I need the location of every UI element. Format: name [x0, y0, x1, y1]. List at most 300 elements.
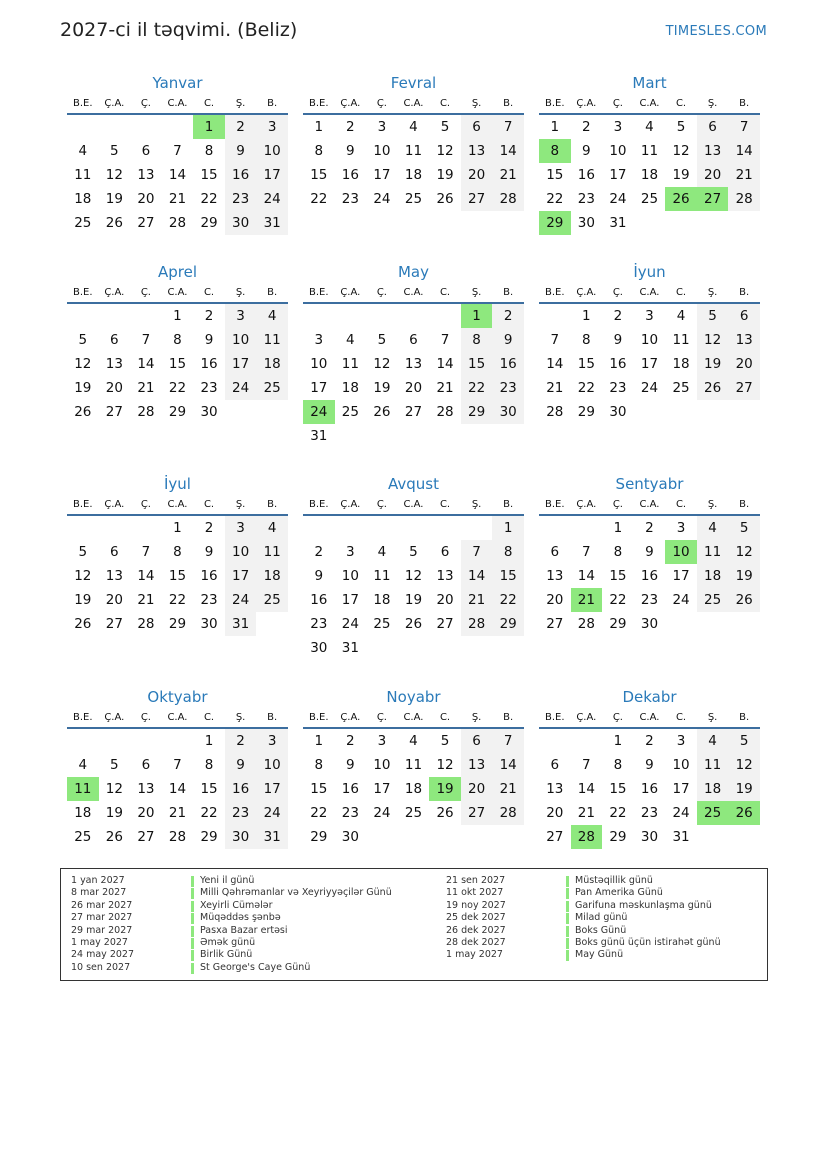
day-cell: 22 — [310, 805, 328, 821]
day-cell: 14 — [168, 167, 187, 183]
holiday-marker — [191, 913, 194, 924]
day-cell: 18 — [373, 592, 391, 608]
weekday-label: Ş. — [471, 499, 482, 510]
day-cell: 17 — [310, 380, 328, 396]
weekday-label: Ç. — [140, 712, 151, 723]
day-cell: 3 — [377, 733, 387, 749]
month-9 — [539, 473, 760, 636]
empty-cell — [539, 516, 571, 540]
day-cell: 15 — [168, 356, 187, 372]
day-cell: 25 — [74, 215, 92, 231]
day-cell: 25 — [640, 191, 659, 207]
weekday-label: Ş. — [707, 712, 718, 723]
day-cell: 30 — [200, 616, 218, 632]
day-cell: 10 — [256, 139, 288, 163]
day-cell: 1 — [613, 520, 623, 536]
legend-column-right — [446, 875, 721, 962]
holiday-marker — [566, 901, 569, 912]
day-cell: 15 — [461, 352, 493, 376]
empty-cell — [571, 729, 603, 753]
day-cell: 25 — [373, 616, 391, 632]
weekday-label: Ş. — [235, 712, 246, 723]
day-cell: 6 — [550, 544, 560, 560]
weekday-label: B.E. — [309, 98, 329, 109]
day-cell: 6 — [110, 332, 119, 348]
empty-cell — [99, 729, 131, 753]
day-cell: 18 — [256, 352, 288, 376]
month-4 — [67, 261, 288, 424]
weekday-label: Ç. — [140, 287, 151, 298]
weekday-label: Ç.A. — [576, 499, 597, 510]
holiday-day: 21 — [571, 588, 603, 612]
day-cell: 16 — [200, 356, 218, 372]
day-cell: 28 — [546, 404, 564, 420]
day-cell: 25 — [672, 380, 690, 396]
day-cell: 23 — [640, 592, 659, 608]
day-cell: 30 — [577, 215, 595, 231]
day-cell: 7 — [492, 729, 524, 753]
day-cell: 29 — [492, 612, 524, 636]
legend-holiday-name: Əmək günü — [200, 936, 256, 948]
day-cell: 23 — [200, 592, 218, 608]
day-cell: 9 — [204, 544, 214, 560]
day-cell: 12 — [74, 568, 92, 584]
day-cell: 27 — [105, 404, 123, 420]
day-cell: 13 — [137, 781, 155, 797]
day-cell: 5 — [78, 332, 88, 348]
day-cell: 30 — [640, 616, 659, 632]
day-cell: 30 — [225, 825, 257, 849]
legend-date: 26 mar 2027 — [71, 899, 133, 911]
day-cell: 28 — [492, 187, 524, 211]
day-cell: 15 — [310, 167, 328, 183]
legend-date: 28 dek 2027 — [446, 936, 506, 948]
day-cell: 22 — [609, 592, 627, 608]
day-cell: 24 — [225, 588, 257, 612]
day-grid — [67, 115, 288, 235]
weekday-label: B.E. — [545, 712, 565, 723]
day-cell: 2 — [613, 308, 623, 324]
day-cell: 10 — [672, 757, 690, 773]
day-cell: 28 — [168, 829, 187, 845]
legend-holiday-name: May Günü — [575, 949, 624, 961]
day-cell: 16 — [577, 167, 595, 183]
legend-item — [71, 912, 392, 924]
legend-date: 26 dek 2027 — [446, 924, 506, 936]
day-cell: 15 — [200, 167, 218, 183]
day-cell: 30 — [310, 640, 328, 656]
day-cell: 26 — [436, 805, 454, 821]
holiday-day: 24 — [303, 400, 335, 424]
day-cell: 2 — [346, 119, 355, 135]
weekday-label: Ş. — [471, 712, 482, 723]
day-cell: 18 — [74, 805, 92, 821]
day-cell: 19 — [728, 777, 760, 801]
day-cell: 5 — [409, 544, 418, 560]
day-cell: 18 — [74, 191, 92, 207]
day-cell: 5 — [728, 516, 760, 540]
day-cell: 9 — [645, 544, 654, 560]
weekday-label: Ç. — [376, 712, 387, 723]
day-cell: 6 — [461, 729, 493, 753]
empty-cell — [366, 304, 398, 328]
day-cell: 20 — [461, 163, 493, 187]
weekday-label: Ç. — [376, 499, 387, 510]
day-cell: 22 — [577, 380, 595, 396]
day-cell: 23 — [310, 616, 328, 632]
day-cell: 19 — [105, 805, 123, 821]
day-cell: 21 — [436, 380, 454, 396]
holiday-marker — [566, 888, 569, 899]
day-cell: 19 — [436, 167, 454, 183]
day-cell: 11 — [74, 167, 92, 183]
legend-date: 11 okt 2027 — [446, 887, 504, 899]
weekday-label: B.E. — [545, 98, 565, 109]
day-cell: 8 — [461, 328, 493, 352]
day-cell: 27 — [461, 801, 493, 825]
weekday-label: Ç.A. — [340, 499, 361, 510]
day-cell: 5 — [377, 332, 387, 348]
month-name: Noyabr — [386, 688, 441, 706]
day-cell: 10 — [341, 568, 359, 584]
day-cell: 25 — [74, 829, 92, 845]
month-name: Aprel — [157, 263, 198, 281]
weekday-label: Ç.A. — [104, 287, 125, 298]
empty-cell — [130, 729, 162, 753]
month-name: Mart — [632, 74, 667, 92]
day-cell: 9 — [645, 757, 654, 773]
weekday-label: C. — [675, 287, 687, 298]
weekday-label: B. — [267, 98, 278, 109]
day-cell: 26 — [697, 376, 729, 400]
day-cell: 7 — [461, 540, 493, 564]
day-cell: 25 — [256, 376, 288, 400]
day-cell: 27 — [137, 829, 155, 845]
weekday-label: Ç.A. — [576, 98, 597, 109]
legend-holiday-name: Milad günü — [575, 912, 628, 924]
day-cell: 15 — [609, 781, 627, 797]
weekday-header — [539, 283, 760, 304]
day-cell: 25 — [697, 588, 729, 612]
day-cell: 4 — [377, 544, 387, 560]
day-cell: 14 — [577, 568, 595, 584]
day-cell: 10 — [225, 328, 257, 352]
day-cell: 18 — [404, 167, 423, 183]
day-cell: 12 — [672, 143, 690, 159]
weekday-label: Ş. — [235, 499, 246, 510]
day-cell: 18 — [256, 564, 288, 588]
weekday-label: B. — [267, 287, 278, 298]
day-cell: 2 — [645, 733, 654, 749]
empty-cell — [398, 516, 430, 540]
weekday-label: C. — [439, 287, 451, 298]
weekday-header — [303, 495, 524, 516]
empty-cell — [335, 304, 367, 328]
day-cell: 21 — [137, 592, 155, 608]
day-cell: 11 — [404, 757, 423, 773]
day-cell: 7 — [550, 332, 560, 348]
weekday-label: Ç. — [376, 98, 387, 109]
day-cell: 20 — [461, 777, 493, 801]
month-name: Dekabr — [622, 688, 677, 706]
month-name: Fevral — [390, 74, 437, 92]
day-cell: 20 — [137, 805, 155, 821]
weekday-label: Ç.A. — [104, 98, 125, 109]
day-cell: 10 — [640, 332, 659, 348]
day-cell: 13 — [461, 139, 493, 163]
day-cell: 25 — [404, 805, 423, 821]
day-cell: 24 — [672, 592, 690, 608]
day-cell: 22 — [609, 805, 627, 821]
day-cell: 9 — [613, 332, 623, 348]
day-cell: 23 — [640, 805, 659, 821]
day-cell: 23 — [341, 805, 359, 821]
weekday-header — [303, 94, 524, 115]
weekday-label: C.A. — [167, 98, 188, 109]
day-cell: 11 — [697, 540, 729, 564]
day-cell: 6 — [728, 304, 760, 328]
day-cell: 19 — [373, 380, 391, 396]
day-cell: 8 — [173, 332, 182, 348]
day-cell: 13 — [728, 328, 760, 352]
day-cell: 20 — [546, 805, 564, 821]
day-cell: 29 — [461, 400, 493, 424]
weekday-label: B.E. — [73, 287, 93, 298]
weekday-label: C.A. — [167, 287, 188, 298]
day-cell: 9 — [492, 328, 524, 352]
day-cell: 10 — [373, 757, 391, 773]
legend-item — [446, 925, 721, 937]
day-grid — [303, 729, 524, 849]
day-cell: 1 — [550, 119, 560, 135]
empty-cell — [303, 516, 335, 540]
day-cell: 16 — [341, 167, 359, 183]
day-cell: 23 — [577, 191, 595, 207]
day-cell: 28 — [168, 215, 187, 231]
day-cell: 17 — [373, 781, 391, 797]
legend-date: 1 may 2027 — [446, 949, 503, 961]
empty-cell — [99, 516, 131, 540]
day-cell: 5 — [110, 757, 119, 773]
day-cell: 13 — [461, 753, 493, 777]
day-cell: 4 — [256, 304, 288, 328]
day-cell: 12 — [74, 356, 92, 372]
day-cell: 25 — [341, 404, 359, 420]
day-cell: 21 — [168, 805, 187, 821]
weekday-label: Ç. — [376, 287, 387, 298]
day-cell: 5 — [728, 729, 760, 753]
empty-cell — [429, 516, 461, 540]
holiday-marker — [566, 938, 569, 949]
legend-item — [71, 937, 392, 949]
day-cell: 18 — [697, 777, 729, 801]
day-grid — [539, 115, 760, 235]
month-name: İyun — [633, 263, 666, 281]
site-link[interactable]: TIMESLES.COM — [665, 24, 767, 39]
weekday-label: B. — [739, 712, 750, 723]
day-cell: 24 — [225, 376, 257, 400]
day-cell: 2 — [492, 304, 524, 328]
holiday-day: 10 — [665, 540, 697, 564]
holiday-day: 8 — [539, 139, 571, 163]
day-cell: 22 — [546, 191, 564, 207]
weekday-label: C. — [203, 98, 215, 109]
day-cell: 30 — [640, 829, 659, 845]
day-cell: 30 — [492, 400, 524, 424]
month-name: Sentyabr — [615, 475, 684, 493]
day-cell: 15 — [609, 568, 627, 584]
weekday-label: C. — [439, 712, 451, 723]
weekday-label: Ç.A. — [576, 712, 597, 723]
day-cell: 24 — [341, 616, 359, 632]
day-cell: 24 — [640, 380, 659, 396]
day-cell: 30 — [200, 404, 218, 420]
empty-cell — [162, 115, 194, 139]
day-cell: 30 — [225, 211, 257, 235]
day-cell: 7 — [141, 544, 151, 560]
holiday-day: 27 — [697, 187, 729, 211]
holiday-day: 1 — [461, 304, 493, 328]
day-cell: 14 — [436, 356, 454, 372]
weekday-header — [539, 495, 760, 516]
day-cell: 26 — [105, 215, 123, 231]
day-cell: 13 — [105, 568, 123, 584]
weekday-label: C. — [439, 98, 451, 109]
holiday-marker — [566, 876, 569, 887]
day-cell: 14 — [492, 753, 524, 777]
weekday-label: Ş. — [235, 287, 246, 298]
legend-date: 27 mar 2027 — [71, 912, 133, 924]
day-cell: 15 — [492, 564, 524, 588]
holiday-day: 28 — [571, 825, 603, 849]
month-6 — [539, 261, 760, 424]
day-cell: 20 — [105, 380, 123, 396]
weekday-label: B. — [503, 712, 514, 723]
day-cell: 4 — [697, 516, 729, 540]
day-cell: 2 — [346, 733, 355, 749]
weekday-label: Ç.A. — [340, 712, 361, 723]
day-cell: 9 — [314, 568, 324, 584]
weekday-label: Ç. — [612, 499, 623, 510]
day-cell: 10 — [609, 143, 627, 159]
empty-cell — [130, 516, 162, 540]
day-cell: 15 — [168, 568, 187, 584]
day-cell: 1 — [582, 308, 591, 324]
weekday-label: C. — [203, 287, 215, 298]
day-cell: 12 — [436, 757, 454, 773]
day-cell: 23 — [341, 191, 359, 207]
day-cell: 12 — [105, 167, 123, 183]
month-name: Avqust — [388, 475, 439, 493]
weekday-label: C.A. — [639, 712, 660, 723]
legend-date: 21 sen 2027 — [446, 875, 506, 886]
holiday-marker — [191, 901, 194, 912]
weekday-label: Ş. — [707, 98, 718, 109]
day-cell: 22 — [200, 191, 218, 207]
day-cell: 29 — [609, 829, 627, 845]
month-8 — [303, 473, 524, 660]
day-cell: 9 — [346, 757, 355, 773]
empty-cell — [130, 304, 162, 328]
day-cell: 14 — [728, 139, 760, 163]
day-cell: 17 — [256, 777, 288, 801]
day-cell: 16 — [225, 777, 257, 801]
weekday-label: B. — [739, 287, 750, 298]
day-cell: 6 — [550, 757, 560, 773]
day-cell: 15 — [577, 356, 595, 372]
day-cell: 23 — [492, 376, 524, 400]
weekday-label: B. — [267, 712, 278, 723]
day-cell: 7 — [582, 757, 591, 773]
day-cell: 9 — [225, 139, 257, 163]
day-cell: 21 — [577, 805, 595, 821]
day-cell: 27 — [546, 616, 564, 632]
day-cell: 17 — [672, 568, 690, 584]
day-cell: 16 — [200, 568, 218, 584]
day-cell: 3 — [676, 520, 686, 536]
weekday-label: B. — [739, 98, 750, 109]
day-cell: 6 — [697, 115, 729, 139]
day-cell: 24 — [672, 805, 690, 821]
day-cell: 18 — [341, 380, 359, 396]
day-cell: 12 — [373, 356, 391, 372]
day-grid — [303, 304, 524, 448]
month-name: Yanvar — [152, 74, 203, 92]
day-cell: 17 — [609, 167, 627, 183]
weekday-label: Ç.A. — [104, 712, 125, 723]
weekday-label: C.A. — [639, 287, 660, 298]
month-11 — [303, 686, 524, 849]
day-cell: 18 — [640, 167, 659, 183]
holiday-day: 11 — [67, 777, 99, 801]
holiday-marker — [191, 938, 194, 949]
weekday-label: C.A. — [639, 499, 660, 510]
day-cell: 4 — [697, 729, 729, 753]
day-cell: 24 — [256, 801, 288, 825]
legend-holiday-name: Birlik Günü — [200, 949, 253, 961]
day-cell: 27 — [137, 215, 155, 231]
day-cell: 25 — [256, 588, 288, 612]
legend-item — [71, 875, 392, 887]
legend-holiday-name: Milli Qəhrəmanlar və Xeyriyyəçilər Günü — [200, 887, 392, 899]
day-cell: 11 — [256, 328, 288, 352]
weekday-label: Ş. — [471, 98, 482, 109]
weekday-label: B. — [503, 499, 514, 510]
day-cell: 20 — [728, 352, 760, 376]
day-cell: 12 — [436, 143, 454, 159]
day-cell: 23 — [225, 801, 257, 825]
day-cell: 2 — [204, 520, 214, 536]
day-cell: 26 — [74, 616, 92, 632]
day-cell: 15 — [310, 781, 328, 797]
day-cell: 18 — [672, 356, 690, 372]
day-cell: 5 — [110, 143, 119, 159]
day-cell: 20 — [697, 163, 729, 187]
day-cell: 5 — [440, 119, 450, 135]
weekday-label: Ç.A. — [576, 287, 597, 298]
day-cell: 11 — [640, 143, 659, 159]
legend-item — [71, 949, 392, 961]
day-cell: 12 — [728, 540, 760, 564]
day-cell: 1 — [173, 520, 182, 536]
day-cell: 2 — [225, 729, 257, 753]
empty-cell — [99, 304, 131, 328]
legend-holiday-name: Garifuna məskunlaşma günü — [575, 899, 712, 911]
day-cell: 22 — [168, 592, 187, 608]
day-cell: 30 — [341, 829, 359, 845]
holiday-marker — [566, 926, 569, 937]
day-cell: 4 — [78, 757, 88, 773]
